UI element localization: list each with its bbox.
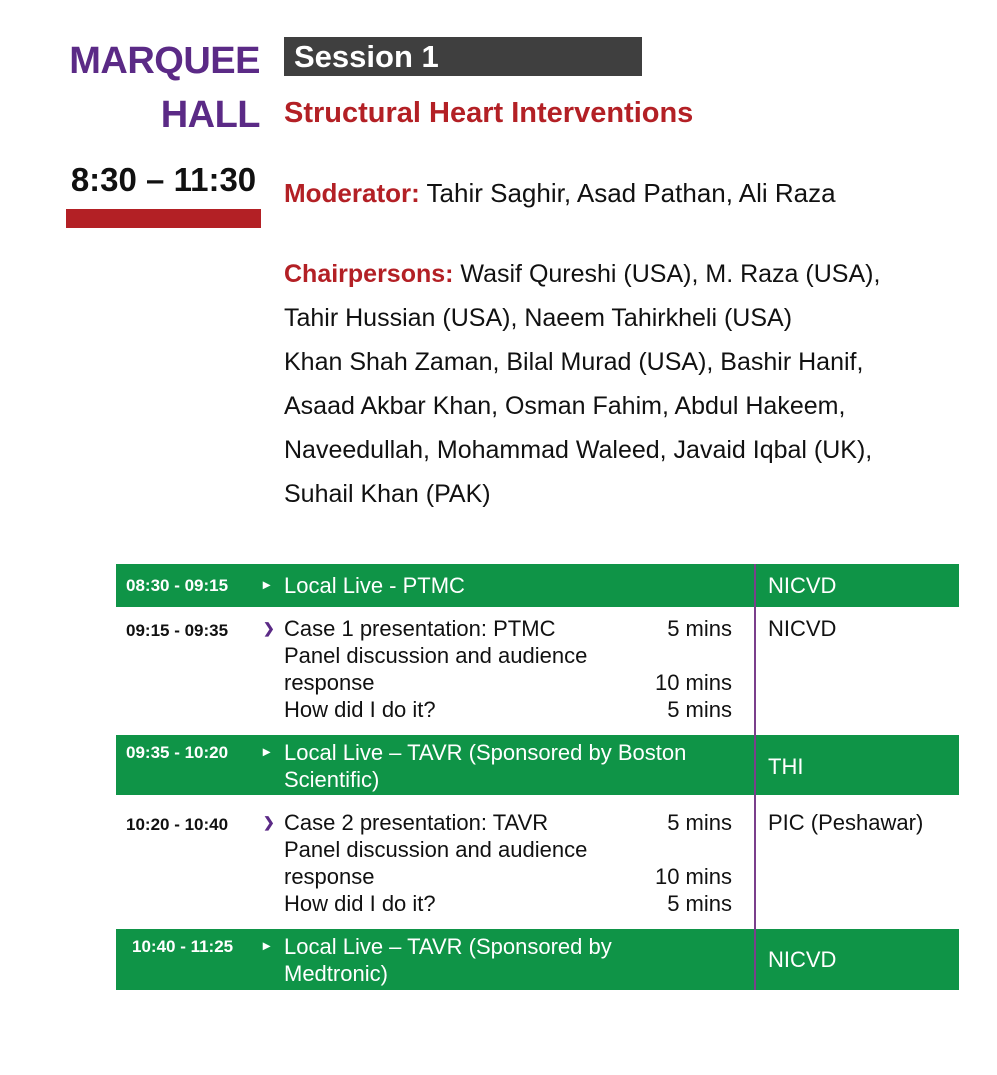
chevron-right-icon: ▸ xyxy=(263,576,271,592)
row-title: Local Live - PTMC xyxy=(284,573,465,598)
schedule-row-live xyxy=(116,564,959,607)
session-label: Session 1 xyxy=(284,37,642,76)
moderator-line xyxy=(284,174,836,212)
chairpersons-block xyxy=(284,252,984,516)
time-underline-bar xyxy=(66,209,261,228)
list-item xyxy=(284,809,744,836)
chairpersons-line: Tahir Hussian (USA), Naeem Tahirkheli (USA) xyxy=(284,304,793,332)
row-items xyxy=(284,809,744,917)
chairpersons-line: Naveedullah, Mohammad Waleed, Javaid Iqbal (UK), xyxy=(284,436,873,464)
row-time: 10:40 - 11:25 xyxy=(132,937,234,956)
list-item xyxy=(284,696,744,723)
item-label: How did I do it? xyxy=(284,891,436,916)
session-title: Structural Heart Interventions xyxy=(284,97,694,129)
item-duration: 10 mins xyxy=(654,670,732,695)
chairpersons-label: Chairpersons: xyxy=(284,260,454,288)
chairpersons-line: Khan Shah Zaman, Bilal Murad (USA), Bashir Hanif, xyxy=(284,348,864,376)
list-item xyxy=(284,615,744,642)
item-label: Case 2 presentation: TAVR xyxy=(284,810,549,835)
hall-name-line2: HALL xyxy=(160,94,260,136)
moderator-label: Moderator: xyxy=(284,178,420,208)
schedule-row-case xyxy=(116,607,959,735)
chairpersons-line xyxy=(284,252,984,296)
row-time: 09:35 - 10:20 xyxy=(126,743,229,762)
row-venue: NICVD xyxy=(768,947,837,972)
row-venue: NICVD xyxy=(768,616,837,641)
chevron-right-icon: ▸ xyxy=(263,743,271,759)
chevron-right-icon: ❯ xyxy=(263,620,275,636)
chevron-right-icon: ▸ xyxy=(263,937,271,953)
item-label: Panel discussion and audience response xyxy=(284,643,588,695)
item-duration: 5 mins xyxy=(667,697,732,722)
hall-name xyxy=(69,34,260,142)
chairpersons-names: Wasif Qureshi (USA), M. Raza (USA), xyxy=(453,260,881,288)
list-item xyxy=(284,890,744,917)
item-label: Case 1 presentation: PTMC xyxy=(284,616,556,641)
item-label: Panel discussion and audience response xyxy=(284,837,588,889)
chairpersons-line: Asaad Akbar Khan, Osman Fahim, Abdul Hakeem, xyxy=(284,392,846,420)
row-time: 08:30 - 09:15 xyxy=(126,576,229,595)
schedule-row-live xyxy=(116,929,959,990)
list-item xyxy=(284,642,744,696)
item-duration: 10 mins xyxy=(654,864,732,889)
chairpersons-line: Suhail Khan (PAK) xyxy=(284,480,491,508)
row-time: 09:15 - 09:35 xyxy=(126,621,229,640)
row-title: Local Live – TAVR (Sponsored by Boston Scientific) xyxy=(284,740,687,792)
row-items xyxy=(284,615,744,723)
item-label: How did I do it? xyxy=(284,697,436,722)
schedule-row-live xyxy=(116,735,959,795)
row-venue: PIC (Peshawar) xyxy=(768,810,924,835)
session-time-range: 8:30 – 11:30 xyxy=(70,161,257,198)
row-venue: NICVD xyxy=(768,573,837,598)
column-divider xyxy=(754,564,756,990)
item-duration: 5 mins xyxy=(667,891,732,916)
item-duration: 5 mins xyxy=(667,616,732,641)
row-title: Local Live – TAVR (Sponsored by Medtronic) xyxy=(284,934,612,986)
schedule-row-case xyxy=(116,795,959,929)
hall-name-line1: MARQUEE xyxy=(69,40,260,82)
row-venue: THI xyxy=(768,754,804,779)
list-item xyxy=(284,836,744,890)
chevron-right-icon: ❯ xyxy=(263,814,275,830)
row-time: 10:20 - 10:40 xyxy=(126,815,229,834)
schedule-table xyxy=(116,564,959,990)
item-duration: 5 mins xyxy=(667,810,732,835)
moderator-names: Tahir Saghir, Asad Pathan, Ali Raza xyxy=(419,178,836,208)
